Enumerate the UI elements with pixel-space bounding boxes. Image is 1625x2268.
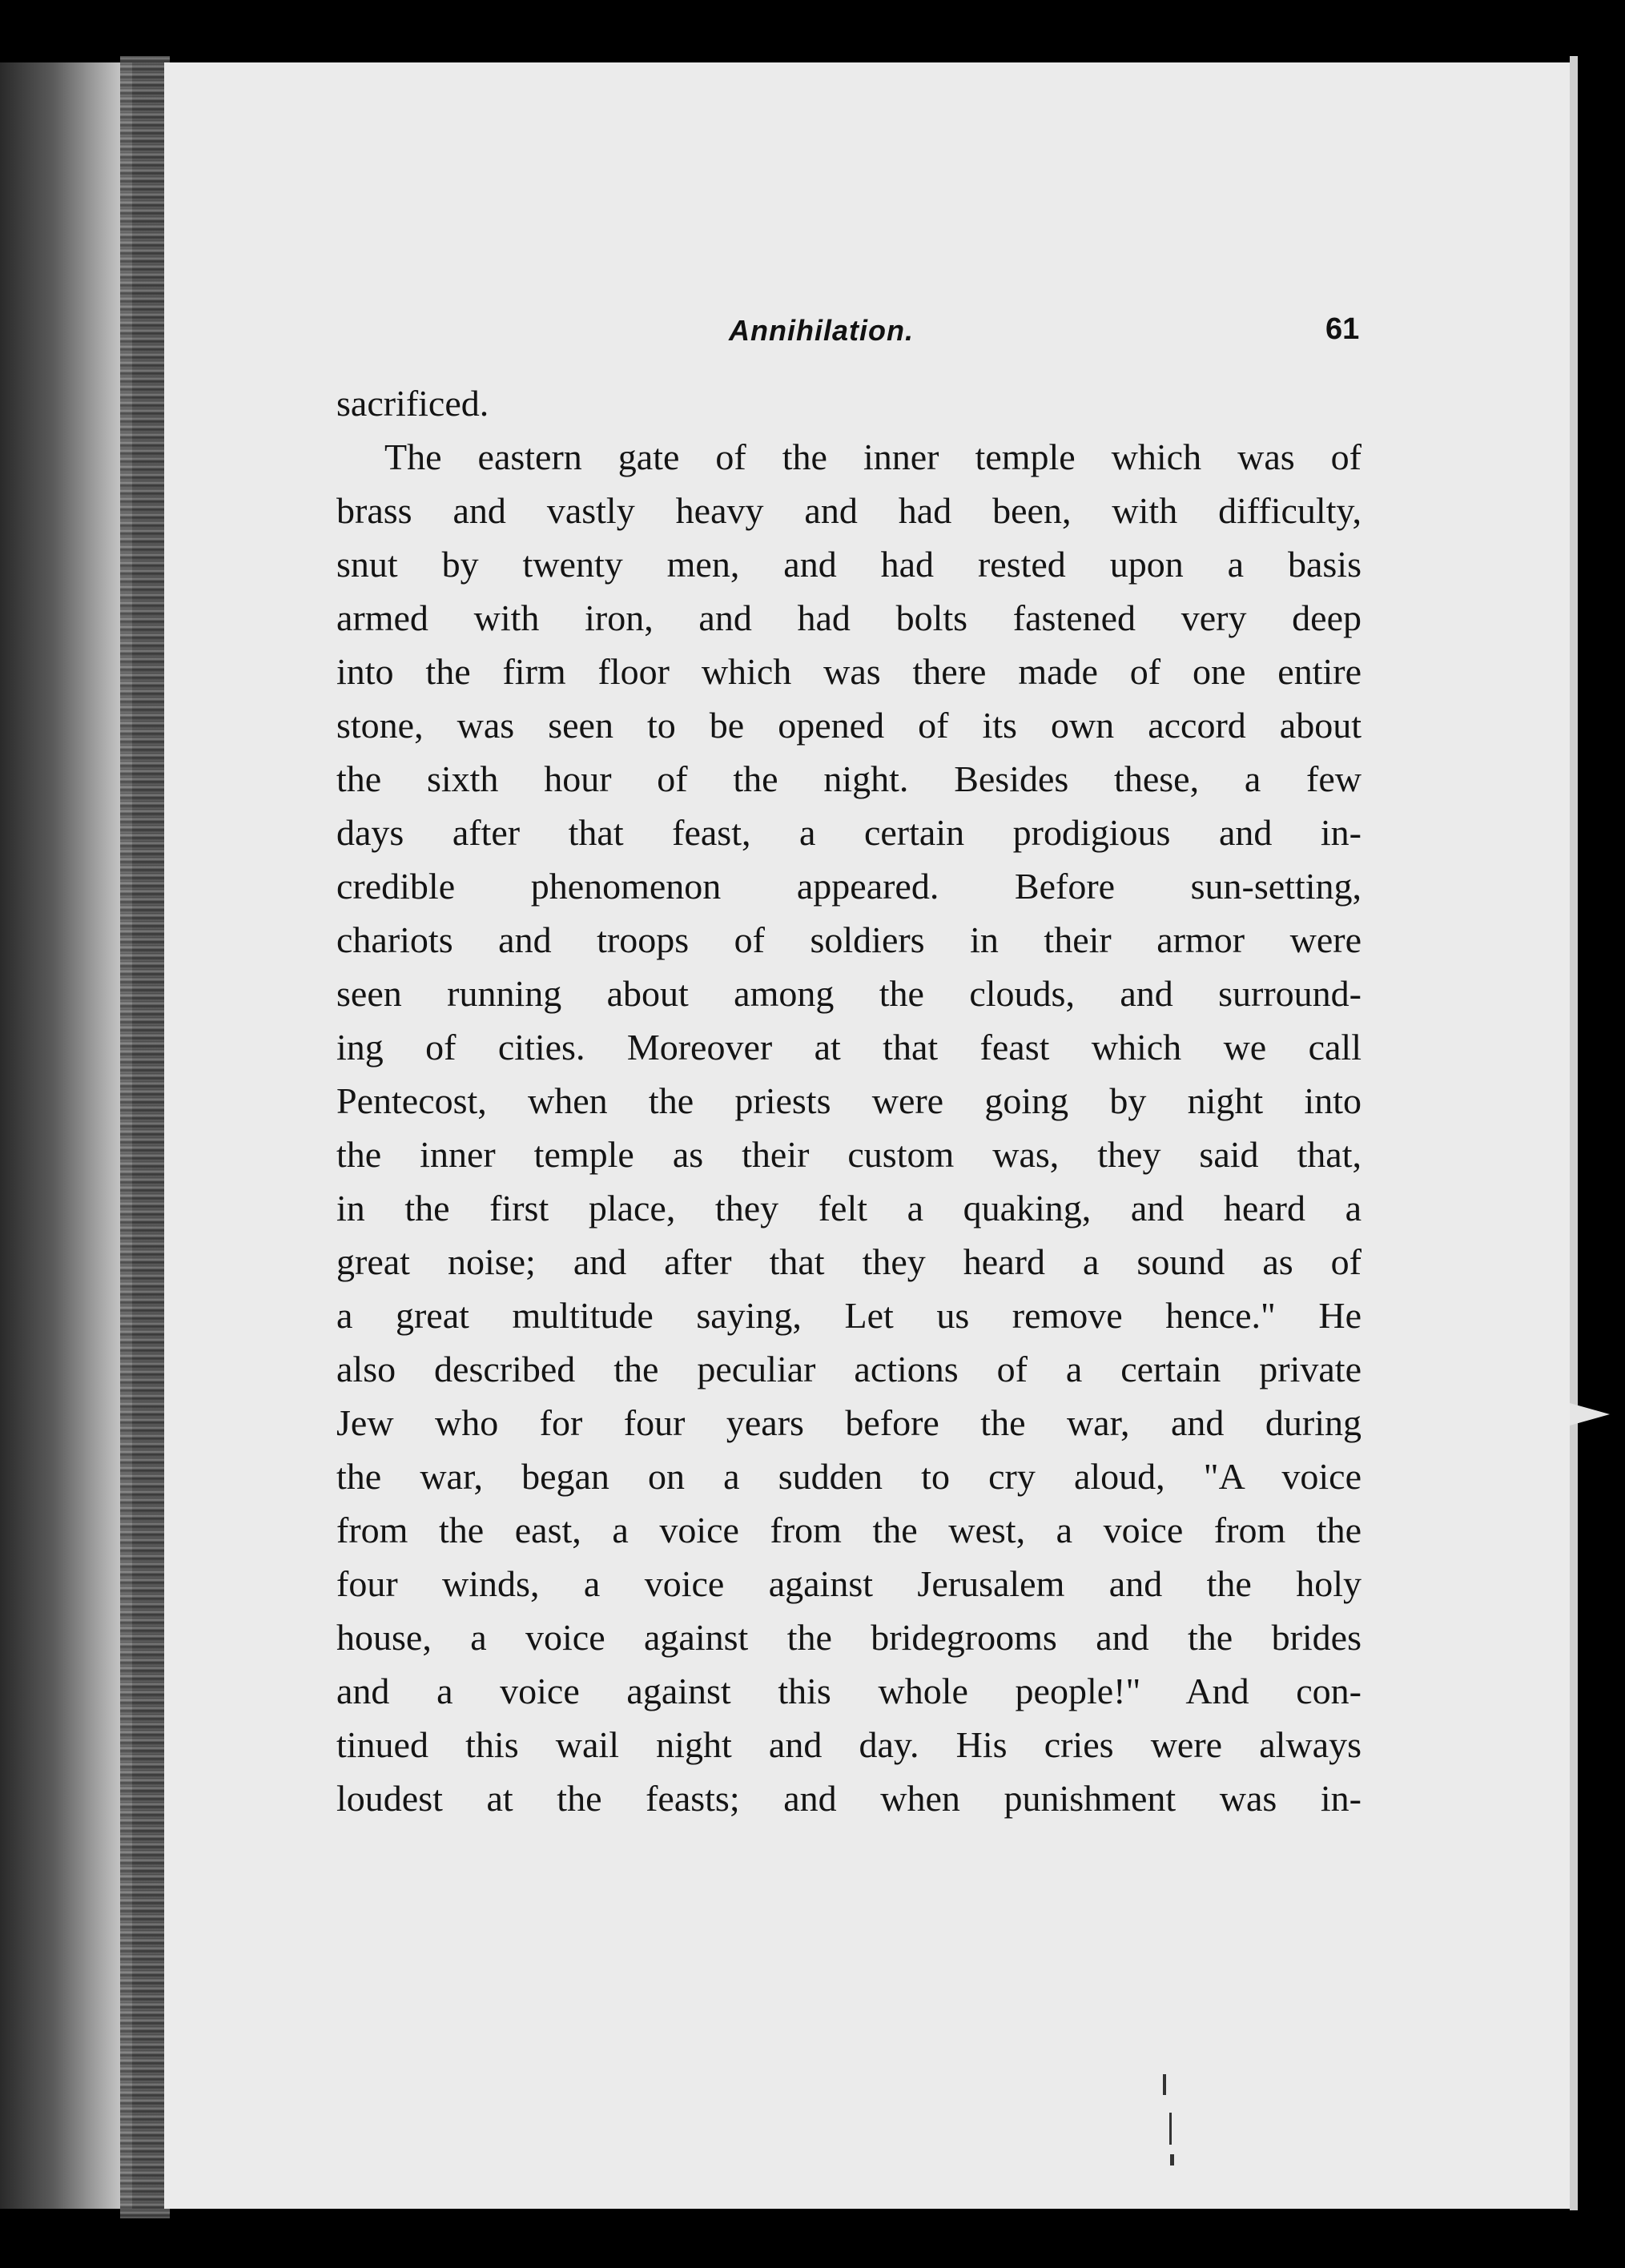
- text-line: stone, was seen to be opened of its own accord about: [336, 705, 1362, 746]
- text-line: in the first place, they felt a quaking, and heard a: [336, 1188, 1362, 1228]
- text-line: a great multitude saying, Let us remove hence." He: [336, 1295, 1362, 1336]
- text-line: Jew who for four years before the war, and during: [336, 1402, 1362, 1443]
- text-line: credible phenomenon appeared. Before sun-setting,: [336, 866, 1362, 907]
- text-line: house, a voice against the bridegrooms and the brides: [336, 1617, 1362, 1658]
- text-line: into the firm floor which was there made of one entire: [336, 651, 1362, 692]
- body-text: [336, 376, 1362, 1825]
- text-line: days after that feast, a certain prodigious and in-: [336, 812, 1362, 853]
- text-line: great noise; and after that they heard a sound as of: [336, 1241, 1362, 1282]
- text-line: Pentecost, when the priests were going by night into: [336, 1080, 1362, 1121]
- text-line: armed with iron, and had bolts fastened very deep: [336, 597, 1362, 638]
- text-line: the inner temple as their custom was, they said that,: [336, 1134, 1362, 1175]
- text-line: the war, began on a sudden to cry aloud, "A voice: [336, 1456, 1362, 1497]
- page-tab-marker: [1570, 1403, 1610, 1426]
- print-specks: [1160, 2074, 1184, 2178]
- running-head-title: Annihilation.: [729, 314, 914, 347]
- text-line: from the east, a voice from the west, a voice from the: [336, 1510, 1362, 1550]
- text-line: snut by twenty men, and had rested upon a basis: [336, 544, 1362, 585]
- facing-page-edge: [0, 62, 132, 2209]
- text-line: chariots and troops of soldiers in their armor were: [336, 919, 1362, 960]
- book-gutter: [120, 56, 170, 2218]
- page-number: 61: [1325, 312, 1360, 346]
- text-line: ing of cities. Moreover at that feast which we call: [336, 1027, 1362, 1068]
- text-line: and a voice against this whole people!" And con-: [336, 1671, 1362, 1711]
- text-line: brass and vastly heavy and had been, with difficulty,: [336, 490, 1362, 531]
- text-line: sacrificed.: [336, 383, 489, 424]
- text-line: four winds, a voice against Jerusalem and the holy: [336, 1563, 1362, 1604]
- text-line: loudest at the feasts; and when punishment was in-: [336, 1778, 1362, 1819]
- text-line: the sixth hour of the night. Besides these, a few: [336, 758, 1362, 799]
- text-line: tinued this wail night and day. His cries were always: [336, 1724, 1362, 1765]
- running-head: [164, 309, 1574, 357]
- page-right-edge: [1570, 56, 1578, 2210]
- text-line: seen running about among the clouds, and surround-: [336, 973, 1362, 1014]
- text-line: The eastern gate of the inner temple which was of: [384, 436, 1362, 477]
- text-line: also described the peculiar actions of a certain private: [336, 1349, 1362, 1389]
